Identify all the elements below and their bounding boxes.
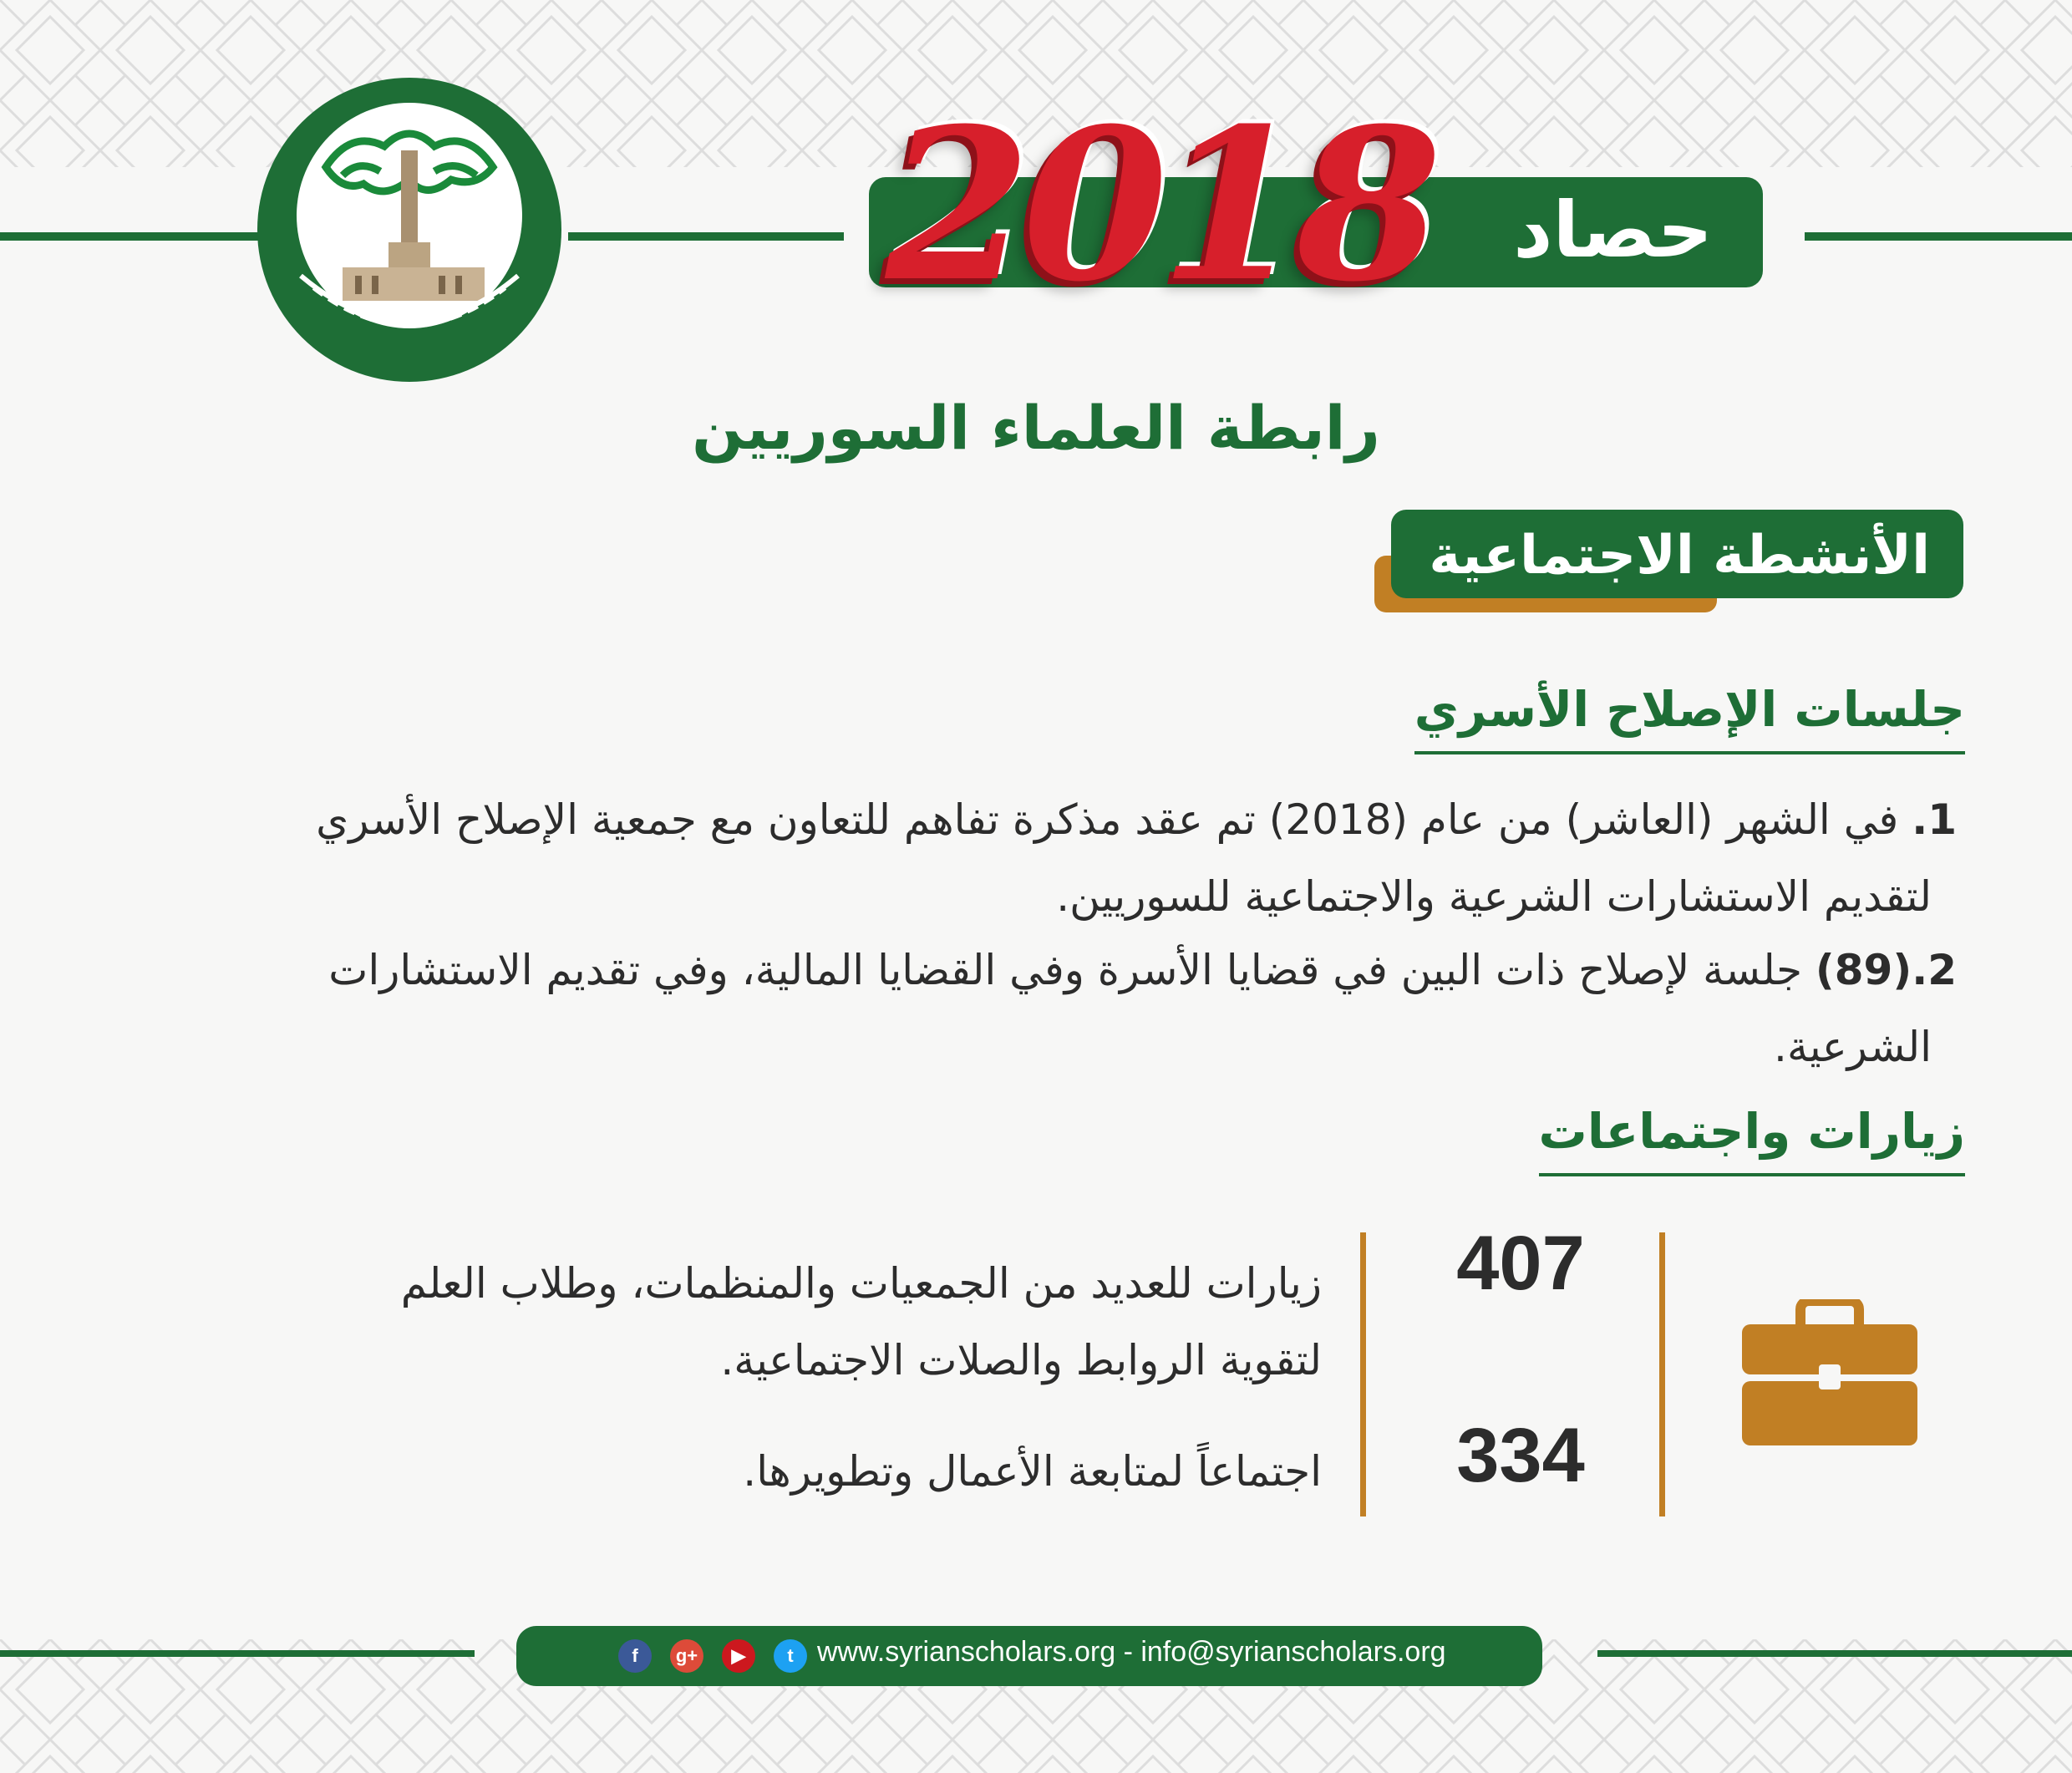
item-text-continued: لتقديم الاستشارات الشرعية والاجتماعية للسوريين.	[1056, 872, 1932, 921]
footer-rule-right	[1597, 1650, 2072, 1657]
list-item	[152, 781, 1957, 935]
item-text-continued: الشرعية.	[1774, 1023, 1932, 1071]
briefcase-icon	[1742, 1299, 1917, 1445]
item-text: في الشهر (العاشر) من عام (2018) تم عقد مذكرة تفاهم للتعاون مع جمعية الإصلاح الأسري	[316, 795, 1899, 844]
footer-bar	[516, 1626, 1542, 1686]
google-plus-icon[interactable]	[670, 1639, 703, 1673]
year-title: 2018	[886, 82, 1434, 328]
meetings-description: اجتماعاً لمتابعة الأعمال وتطويرها.	[743, 1447, 1322, 1496]
visits-text-line2: لتقوية الروابط والصلات الاجتماعية.	[720, 1336, 1322, 1384]
youtube-glyph: ▶	[731, 1645, 746, 1666]
header-rule-middle	[568, 232, 844, 241]
header-rule-left	[0, 232, 284, 241]
footer-rule-left	[0, 1650, 475, 1657]
facebook-icon[interactable]	[618, 1639, 652, 1673]
item-number: 2.	[1912, 946, 1957, 994]
meetings-count: 334	[1456, 1413, 1585, 1498]
twitter-glyph: t	[787, 1645, 794, 1666]
divider-right	[1659, 1232, 1665, 1516]
family-reform-heading: جلسات الإصلاح الأسري	[1414, 681, 1965, 754]
visits-count: 407	[1456, 1221, 1585, 1306]
header-rule-right	[1805, 232, 2072, 241]
visits-text-line1: زيارات للعديد من الجمعيات والمنظمات، وطلاب العلم	[400, 1259, 1322, 1308]
contact-links[interactable]: www.syrianscholars.org - info@syrianscholars.org	[817, 1636, 1446, 1668]
visits-description	[319, 1245, 1322, 1399]
youtube-icon[interactable]	[722, 1639, 755, 1673]
item-count: (89)	[1815, 946, 1912, 994]
banner-word: حصاد	[1513, 185, 1713, 275]
facebook-glyph: f	[632, 1645, 638, 1666]
section-tag	[1391, 510, 1963, 598]
item-number: 1.	[1912, 795, 1957, 844]
visits-heading: زيارات واجتماعات	[1539, 1103, 1965, 1176]
organization-name: رابطة العلماء السوريين	[692, 393, 1380, 463]
divider-left	[1360, 1232, 1366, 1516]
twitter-icon[interactable]	[774, 1639, 807, 1673]
google-plus-glyph: g+	[675, 1645, 698, 1666]
organization-logo	[251, 75, 568, 384]
list-item	[152, 932, 1957, 1085]
section-title: الأنشطة الاجتماعية	[1429, 525, 1930, 587]
item-text: جلسة لإصلاح ذات البين في قضايا الأسرة وفي القضايا المالية، وفي تقديم الاستشارات	[328, 946, 1802, 994]
